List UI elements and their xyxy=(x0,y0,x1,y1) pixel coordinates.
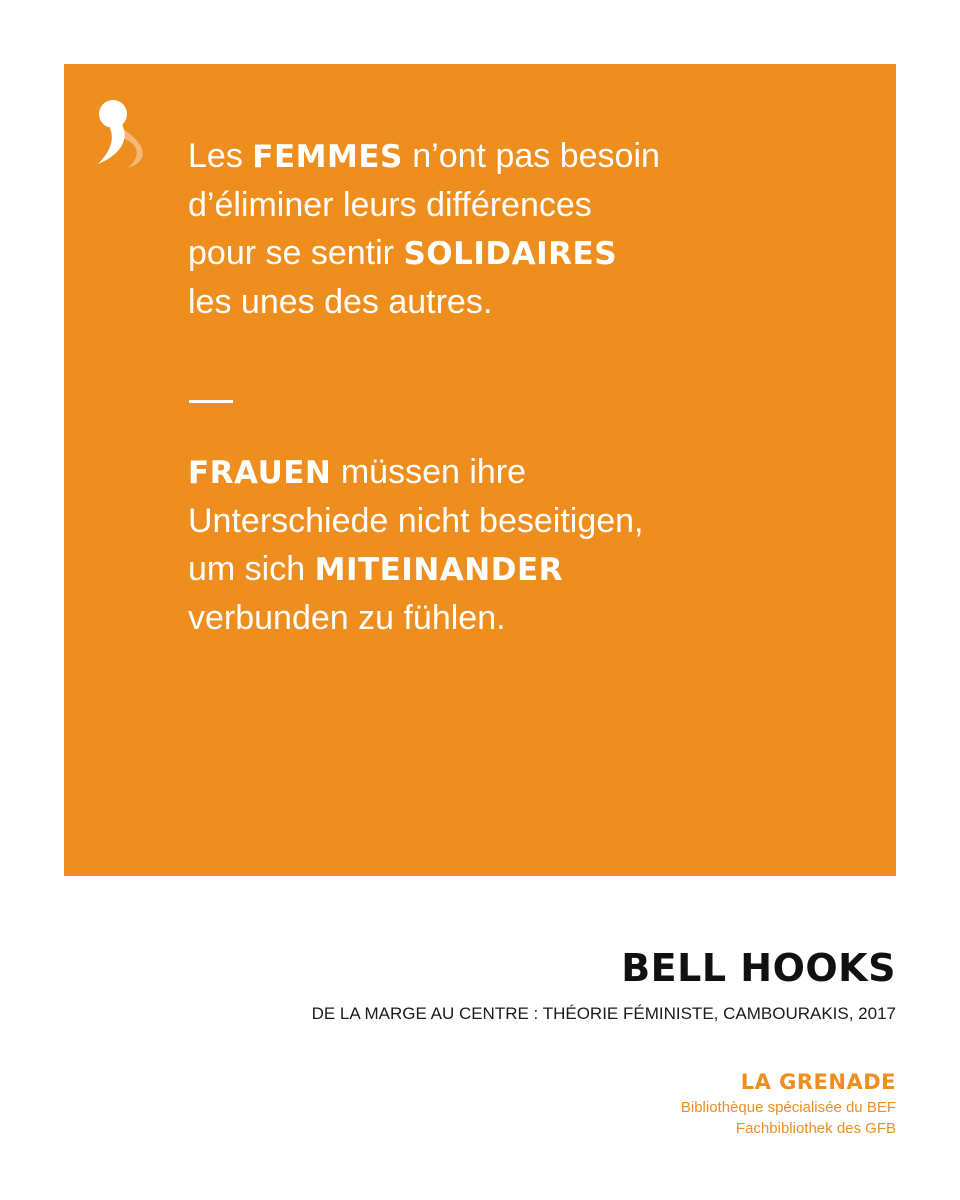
quote-german xyxy=(188,448,828,642)
quote-fr-line-3: pour se sentir SOLIDAIRES xyxy=(188,234,618,272)
brand-name: LA GRENADE xyxy=(740,1070,896,1094)
brand-subtitle-de: Fachbibliothek des GFB xyxy=(735,1120,896,1137)
quote-de-line-3: um sich MITEINANDER xyxy=(188,550,563,588)
emphasis-frauen: FRAUEN xyxy=(188,455,332,491)
brand-subtitle-fr: Bibliothèque spécialisée du BEF xyxy=(680,1099,896,1116)
quote-french xyxy=(188,132,828,326)
author-name: BELL HOOKS xyxy=(621,946,896,990)
quote-fr-line-4: les unes des autres. xyxy=(188,283,493,321)
emphasis-miteinander: MITEINANDER xyxy=(314,552,563,588)
quote-de-line-1: FRAUEN müssen ihre xyxy=(188,453,527,491)
language-divider xyxy=(189,400,233,403)
quote-fr-line-2: d’éliminer leurs différences xyxy=(188,186,592,224)
emphasis-solidaires: SOLIDAIRES xyxy=(403,236,618,272)
quote-fr-line-1: Les FEMMES n’ont pas besoin xyxy=(188,137,660,175)
quote-de-line-4: verbunden zu fühlen. xyxy=(188,599,506,637)
emphasis-femmes: FEMMES xyxy=(252,139,403,175)
quote-de-line-2: Unterschiede nicht beseitigen, xyxy=(188,502,644,540)
closing-quote-mark-icon xyxy=(96,96,160,172)
source-citation: DE LA MARGE AU CENTRE : THÉORIE FÉMINISTE, CAMBOURAKIS, 2017 xyxy=(311,1004,896,1023)
